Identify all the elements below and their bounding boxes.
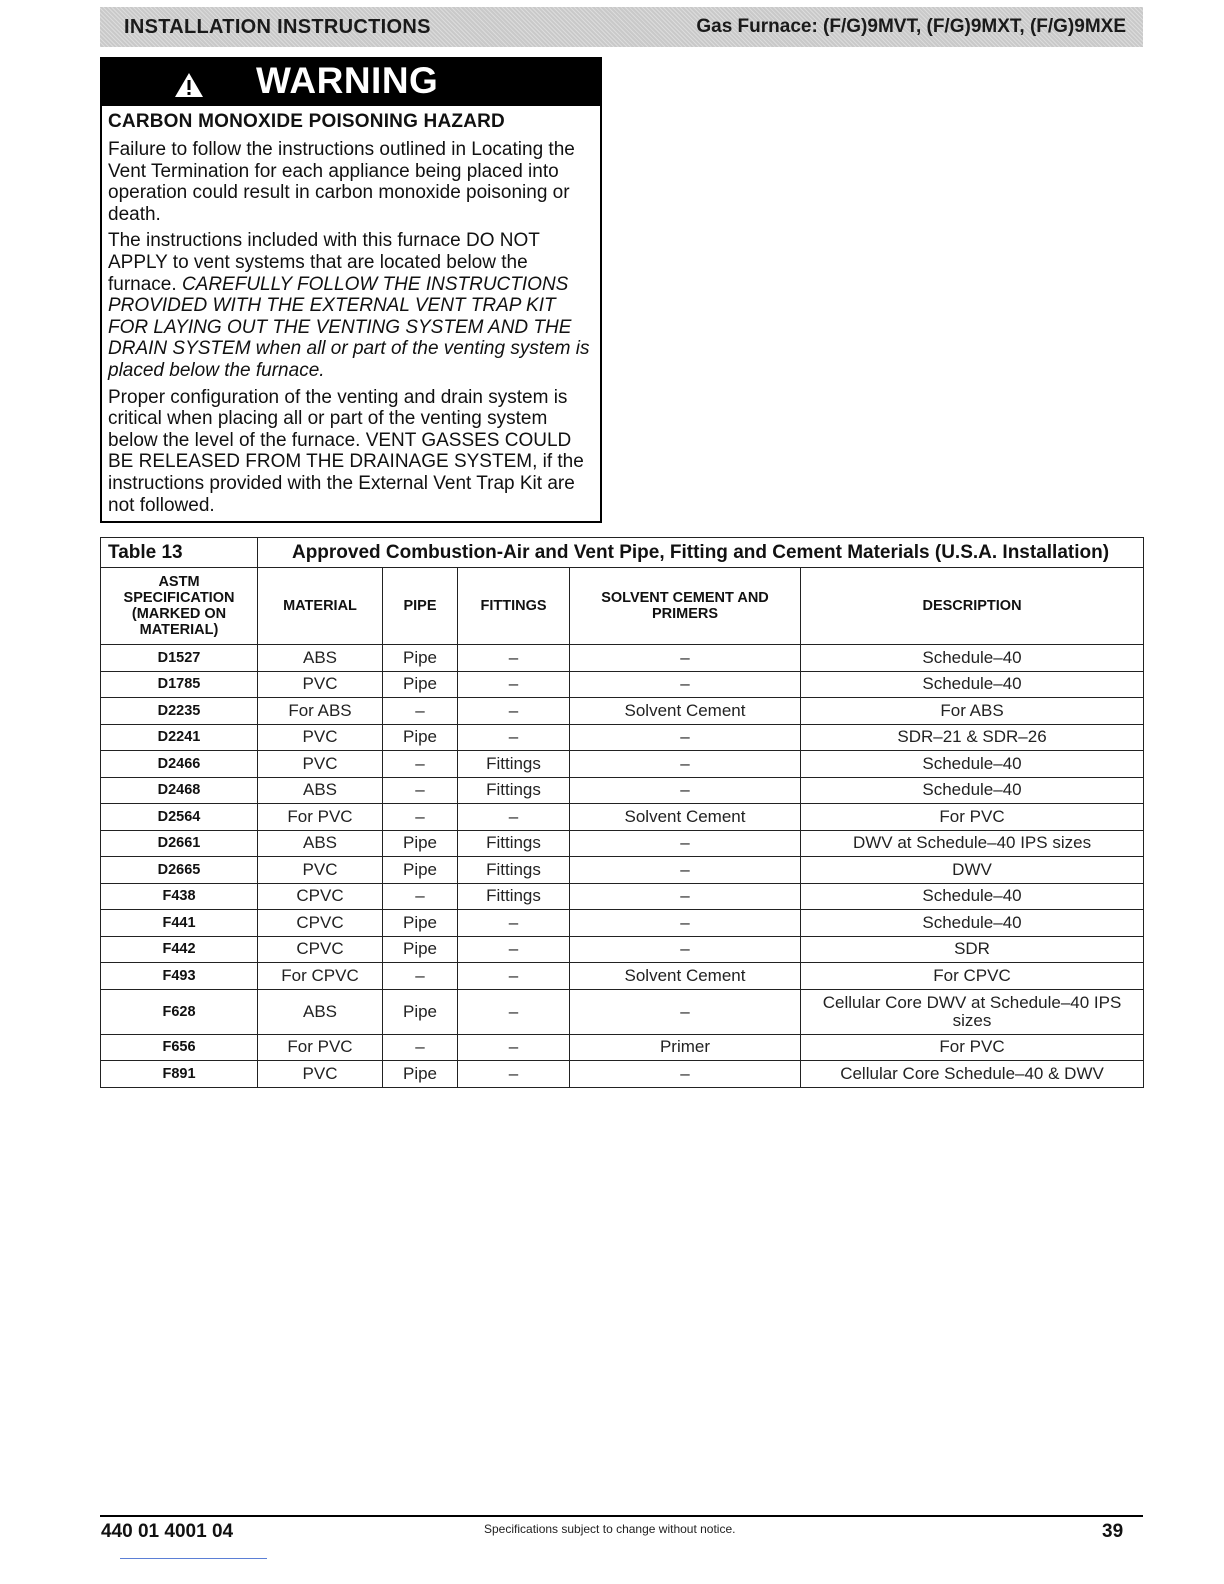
cell-spec: F493: [101, 963, 258, 990]
cell-fittings: –: [458, 963, 570, 990]
cell-spec: F891: [101, 1061, 258, 1088]
table-row: [101, 857, 1144, 884]
cell-fittings: –: [458, 804, 570, 831]
cell-fittings: Fittings: [458, 751, 570, 778]
cell-spec: D1527: [101, 645, 258, 672]
cell-pipe: Pipe: [383, 936, 458, 963]
cell-spec: F441: [101, 910, 258, 937]
cell-pipe: Pipe: [383, 910, 458, 937]
cell-spec: D2235: [101, 698, 258, 725]
table-row: [101, 989, 1144, 1034]
cell-cement: –: [570, 724, 801, 751]
cell-pipe: –: [383, 777, 458, 804]
column-header-pipe: PIPE: [383, 568, 458, 645]
cell-fittings: –: [458, 1061, 570, 1088]
cell-material: For PVC: [258, 804, 383, 831]
cell-description: For PVC: [801, 804, 1144, 831]
cell-fittings: Fittings: [458, 830, 570, 857]
document-number: 440 01 4001 04: [101, 1521, 234, 1542]
cell-description: For ABS: [801, 698, 1144, 725]
warning-paragraph-3: Proper configuration of the venting and drain system is critical when placing all or part of the venting system below the level of the furnace. VENT GASSES COULD BE RELEASED FROM THE DRAINAGE SYSTEM, if the instructions provided with the External Vent Trap Kit are not followed.: [108, 386, 584, 516]
cell-cement: –: [570, 857, 801, 884]
cell-pipe: –: [383, 963, 458, 990]
cell-description: Schedule–40: [801, 883, 1144, 910]
cell-description: Schedule–40: [801, 751, 1144, 778]
cell-material: For ABS: [258, 698, 383, 725]
cell-spec: D2564: [101, 804, 258, 831]
cell-material: CPVC: [258, 936, 383, 963]
cell-spec: D1785: [101, 671, 258, 698]
cell-material: ABS: [258, 645, 383, 672]
table-row: [101, 963, 1144, 990]
table-row: [101, 751, 1144, 778]
page-header: [100, 7, 1143, 47]
cell-fittings: –: [458, 698, 570, 725]
table-row: [101, 883, 1144, 910]
cell-material: ABS: [258, 989, 383, 1034]
cell-material: PVC: [258, 751, 383, 778]
column-header-description: DESCRIPTION: [801, 568, 1144, 645]
cell-cement: –: [570, 936, 801, 963]
cell-material: ABS: [258, 777, 383, 804]
cell-fittings: –: [458, 1034, 570, 1061]
cell-description: Schedule–40: [801, 671, 1144, 698]
cell-material: CPVC: [258, 883, 383, 910]
table-row: [101, 698, 1144, 725]
table-number: Table 13: [101, 538, 258, 568]
cell-spec: D2466: [101, 751, 258, 778]
cell-cement: Solvent Cement: [570, 698, 801, 725]
cell-pipe: Pipe: [383, 830, 458, 857]
cell-cement: Solvent Cement: [570, 963, 801, 990]
cell-material: ABS: [258, 830, 383, 857]
cell-fittings: –: [458, 936, 570, 963]
cell-cement: –: [570, 989, 801, 1034]
table-row: [101, 671, 1144, 698]
table-row: [101, 1061, 1144, 1088]
warning-banner: [102, 59, 600, 106]
cell-material: PVC: [258, 857, 383, 884]
warning-body: [108, 139, 594, 516]
cell-pipe: Pipe: [383, 1061, 458, 1088]
cell-material: PVC: [258, 724, 383, 751]
cell-description: Schedule–40: [801, 645, 1144, 672]
cell-cement: –: [570, 1061, 801, 1088]
table-header-row: [101, 568, 1144, 645]
page-number: 39: [1102, 1521, 1124, 1542]
cell-spec: F442: [101, 936, 258, 963]
cell-cement: –: [570, 883, 801, 910]
cell-pipe: –: [383, 804, 458, 831]
column-header-cement: SOLVENT CEMENT AND PRIMERS: [570, 568, 801, 645]
cell-pipe: –: [383, 883, 458, 910]
cell-material: For CPVC: [258, 963, 383, 990]
cell-spec: F656: [101, 1034, 258, 1061]
cell-material: CPVC: [258, 910, 383, 937]
cell-fittings: –: [458, 645, 570, 672]
cell-description: Cellular Core DWV at Schedule–40 IPS sizes: [801, 989, 1144, 1034]
cell-description: For PVC: [801, 1034, 1144, 1061]
column-header-spec: ASTM SPECIFICATION (MARKED ON MATERIAL): [101, 568, 258, 645]
cell-pipe: Pipe: [383, 671, 458, 698]
cell-fittings: –: [458, 910, 570, 937]
table-title-row: [101, 538, 1144, 568]
table-row: [101, 830, 1144, 857]
cell-description: For CPVC: [801, 963, 1144, 990]
cell-fittings: Fittings: [458, 777, 570, 804]
cell-material: PVC: [258, 671, 383, 698]
table-row: [101, 645, 1144, 672]
header-product-title: Gas Furnace: (F/G)9MVT, (F/G)9MXT, (F/G)9MXE: [696, 16, 1126, 37]
cell-description: Cellular Core Schedule–40 & DWV: [801, 1061, 1144, 1088]
table-row: [101, 936, 1144, 963]
cell-description: Schedule–40: [801, 910, 1144, 937]
column-header-fittings: FITTINGS: [458, 568, 570, 645]
cell-spec: D2665: [101, 857, 258, 884]
footer-rule: [100, 1515, 1143, 1517]
cell-cement: Solvent Cement: [570, 804, 801, 831]
cell-cement: Primer: [570, 1034, 801, 1061]
materials-table: [100, 537, 1144, 1088]
cell-description: SDR–21 & SDR–26: [801, 724, 1144, 751]
warning-heading: CARBON MONOXIDE POISONING HAZARD: [108, 111, 505, 132]
cell-cement: –: [570, 910, 801, 937]
cell-cement: –: [570, 645, 801, 672]
cell-spec: F628: [101, 989, 258, 1034]
cell-spec: D2661: [101, 830, 258, 857]
table-row: [101, 1034, 1144, 1061]
cell-pipe: –: [383, 751, 458, 778]
table-row: [101, 804, 1144, 831]
cell-fittings: –: [458, 671, 570, 698]
cell-cement: –: [570, 671, 801, 698]
warning-paragraph-1: Failure to follow the instructions outlined in Locating the Vent Termination for each appliance being placed into operation could result in carbon monoxide poisoning or death.: [108, 139, 575, 225]
cell-fittings: Fittings: [458, 857, 570, 884]
cell-description: DWV: [801, 857, 1144, 884]
header-section-title: INSTALLATION INSTRUCTIONS: [124, 16, 431, 38]
table-row: [101, 724, 1144, 751]
cell-fittings: –: [458, 724, 570, 751]
column-header-material: MATERIAL: [258, 568, 383, 645]
bottom-divider: [120, 1558, 267, 1559]
cell-description: Schedule–40: [801, 777, 1144, 804]
warning-box: [100, 57, 602, 523]
cell-spec: F438: [101, 883, 258, 910]
table-row: [101, 777, 1144, 804]
table-row: [101, 910, 1144, 937]
cell-pipe: Pipe: [383, 857, 458, 884]
warning-title: WARNING: [256, 60, 439, 101]
cell-fittings: Fittings: [458, 883, 570, 910]
warning-triangle-icon: [174, 72, 204, 98]
warning-paragraph-2-plain: The instructions included with this furnace DO NOT APPLY to vent systems that are located below the furnace.: [108, 230, 540, 295]
cell-description: SDR: [801, 936, 1144, 963]
cell-fittings: –: [458, 989, 570, 1034]
cell-material: PVC: [258, 1061, 383, 1088]
cell-pipe: Pipe: [383, 724, 458, 751]
cell-spec: D2241: [101, 724, 258, 751]
warning-paragraph-2: [108, 230, 594, 381]
footer-notice: Specifications subject to change without notice.: [484, 1522, 736, 1536]
cell-pipe: –: [383, 698, 458, 725]
cell-pipe: –: [383, 1034, 458, 1061]
cell-pipe: Pipe: [383, 645, 458, 672]
warning-paragraph-2-italic: CAREFULLY FOLLOW THE INSTRUCTIONS PROVIDED WITH THE EXTERNAL VENT TRAP KIT FOR LAYING OUT THE VENTING SYSTEM AND THE DRAIN SYSTEM when all or part of the venting system is placed below the furnace.: [108, 273, 590, 381]
cell-material: For PVC: [258, 1034, 383, 1061]
cell-spec: D2468: [101, 777, 258, 804]
cell-description: DWV at Schedule–40 IPS sizes: [801, 830, 1144, 857]
cell-cement: –: [570, 830, 801, 857]
cell-cement: –: [570, 777, 801, 804]
cell-pipe: Pipe: [383, 989, 458, 1034]
table-title: Approved Combustion-Air and Vent Pipe, Fitting and Cement Materials (U.S.A. Installation): [258, 538, 1144, 568]
cell-cement: –: [570, 751, 801, 778]
